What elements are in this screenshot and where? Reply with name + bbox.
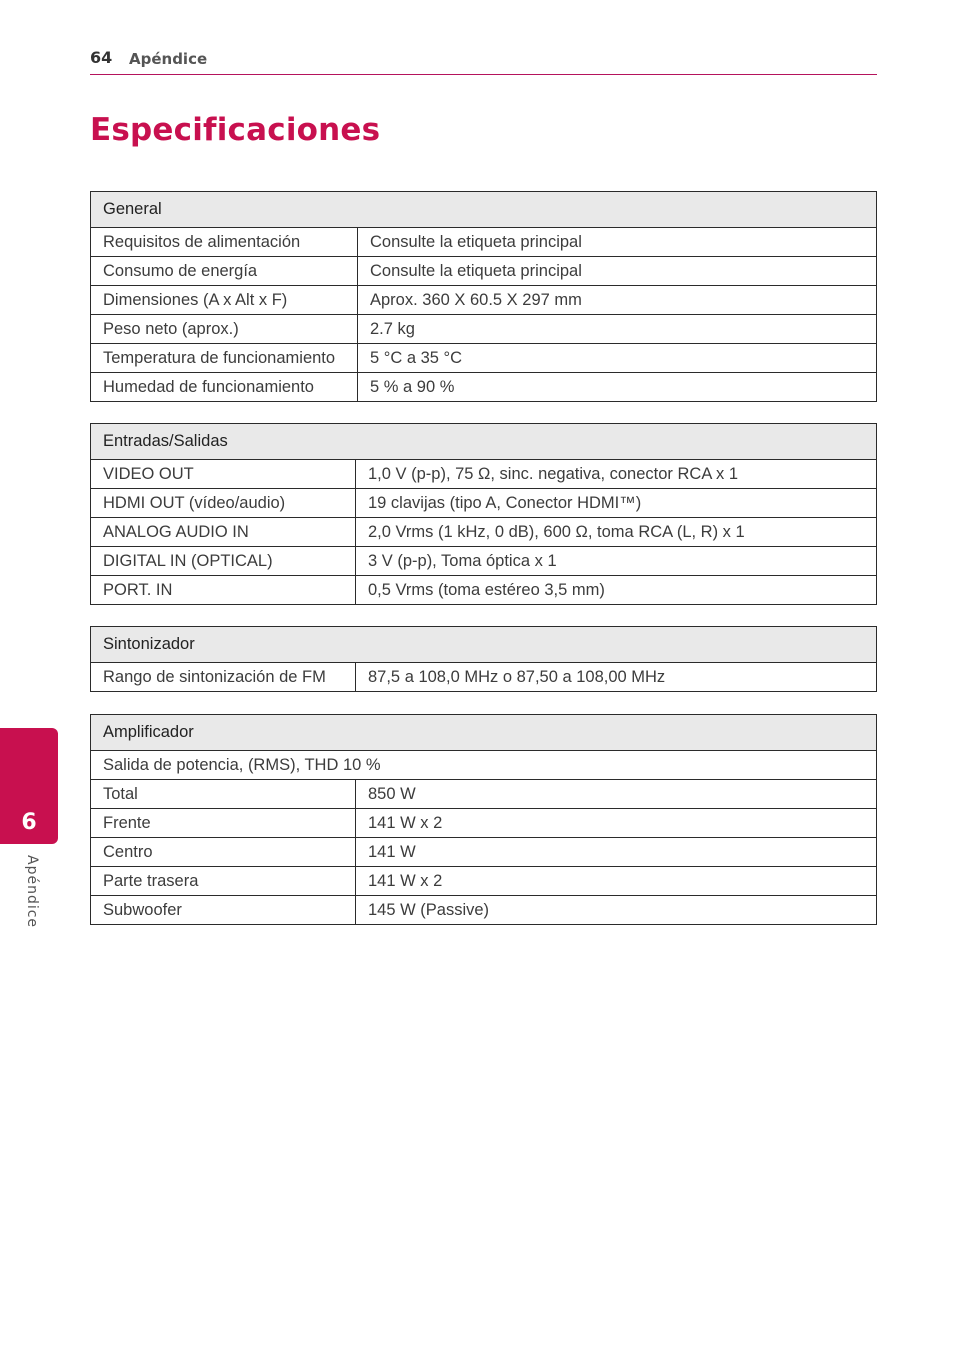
chapter-number: 6 xyxy=(21,810,37,835)
table-row xyxy=(91,809,877,838)
spec-value: 850 W xyxy=(356,780,877,809)
spec-label: PORT. IN xyxy=(91,576,356,605)
spec-label: Centro xyxy=(91,838,356,867)
spec-value: Consulte la etiqueta principal xyxy=(358,257,877,286)
table-row xyxy=(91,547,877,576)
table-row xyxy=(91,315,877,344)
table-row xyxy=(91,838,877,867)
amplifier-table xyxy=(90,714,877,925)
table-row xyxy=(91,518,877,547)
spec-value: 3 V (p-p), Toma óptica x 1 xyxy=(356,547,877,576)
chapter-label: Apéndice xyxy=(24,855,40,929)
spec-value: 1,0 V (p-p), 75 Ω, sinc. negativa, conector RCA x 1 xyxy=(356,460,877,489)
table-heading: Sintonizador xyxy=(91,627,877,663)
spec-value: Aprox. 360 X 60.5 X 297 mm xyxy=(358,286,877,315)
table-row xyxy=(91,663,877,692)
spec-value: 141 W xyxy=(356,838,877,867)
table-heading: General xyxy=(91,192,877,228)
table-heading: Amplificador xyxy=(91,715,877,751)
spec-value: 5 % a 90 % xyxy=(358,373,877,402)
spec-value: 141 W x 2 xyxy=(356,867,877,896)
spec-value: 2.7 kg xyxy=(358,315,877,344)
table-row xyxy=(91,489,877,518)
spec-value: 19 clavijas (tipo A, Conector HDMI™) xyxy=(356,489,877,518)
spec-label: HDMI OUT (vídeo/audio) xyxy=(91,489,356,518)
io-table xyxy=(90,423,877,605)
spec-label: Total xyxy=(91,780,356,809)
general-table xyxy=(90,191,877,402)
header-rule xyxy=(90,74,877,75)
table-row xyxy=(91,867,877,896)
page-number: 64 xyxy=(90,48,113,67)
tuner-table xyxy=(90,626,877,692)
table-row xyxy=(91,576,877,605)
spec-label: ANALOG AUDIO IN xyxy=(91,518,356,547)
power-output-row: Salida de potencia, (RMS), THD 10 % xyxy=(91,751,877,780)
table-row xyxy=(91,286,877,315)
spec-label: Dimensiones (A x Alt x F) xyxy=(91,286,358,315)
spec-label: Requisitos de alimentación xyxy=(91,228,358,257)
chapter-tab xyxy=(0,728,58,844)
table-row xyxy=(91,257,877,286)
spec-label: Rango de sintonización de FM xyxy=(91,663,356,692)
spec-value: 141 W x 2 xyxy=(356,809,877,838)
spec-label: Frente xyxy=(91,809,356,838)
table-row xyxy=(91,460,877,489)
spec-label: VIDEO OUT xyxy=(91,460,356,489)
spec-label: DIGITAL IN (OPTICAL) xyxy=(91,547,356,576)
spec-value: 0,5 Vrms (toma estéreo 3,5 mm) xyxy=(356,576,877,605)
spec-label: Subwoofer xyxy=(91,896,356,925)
table-row xyxy=(91,373,877,402)
spec-value: 87,5 a 108,0 MHz o 87,50 a 108,00 MHz xyxy=(356,663,877,692)
spec-label: Temperatura de funcionamiento xyxy=(91,344,358,373)
table-heading: Entradas/Salidas xyxy=(91,424,877,460)
table-row xyxy=(91,896,877,925)
table-row xyxy=(91,344,877,373)
table-row xyxy=(91,780,877,809)
spec-label: Consumo de energía xyxy=(91,257,358,286)
spec-label: Humedad de funcionamiento xyxy=(91,373,358,402)
spec-value: 5 °C a 35 °C xyxy=(358,344,877,373)
spec-label: Peso neto (aprox.) xyxy=(91,315,358,344)
spec-label: Parte trasera xyxy=(91,867,356,896)
spec-value: 145 W (Passive) xyxy=(356,896,877,925)
section-name: Apéndice xyxy=(129,50,208,68)
page-title: Especificaciones xyxy=(90,112,381,148)
spec-value: Consulte la etiqueta principal xyxy=(358,228,877,257)
spec-value: 2,0 Vrms (1 kHz, 0 dB), 600 Ω, toma RCA (L, R) x 1 xyxy=(356,518,877,547)
table-row xyxy=(91,228,877,257)
table-row xyxy=(91,751,877,780)
